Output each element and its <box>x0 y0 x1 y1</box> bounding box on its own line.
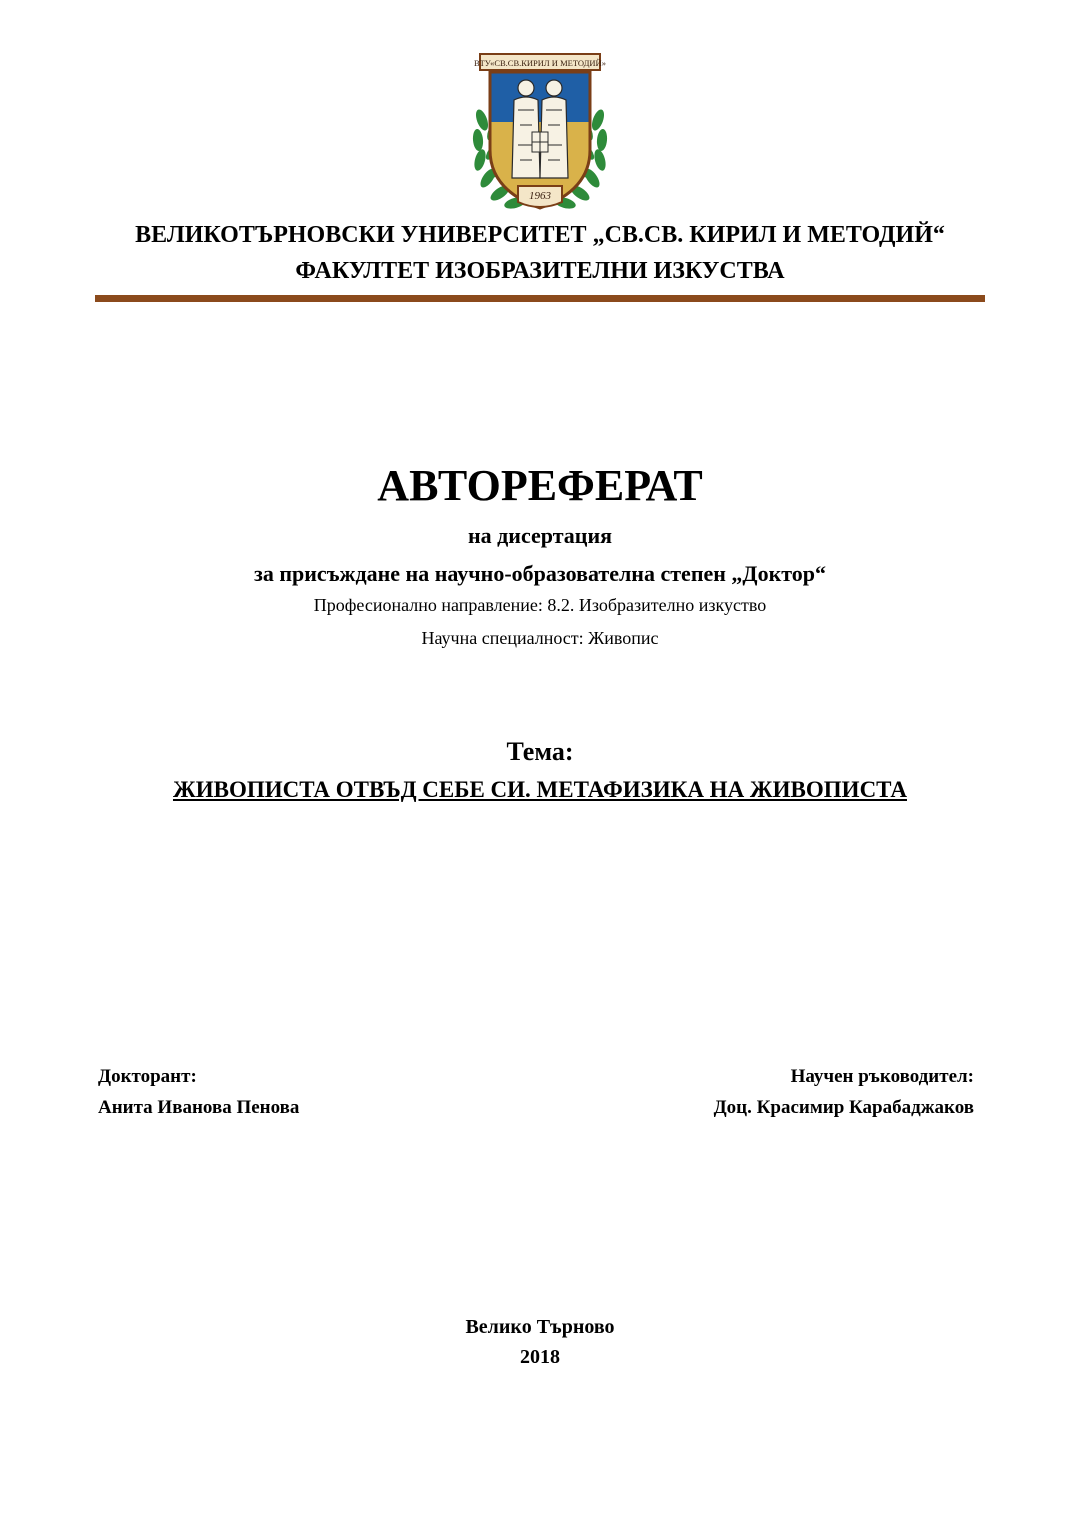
faculty-name: ФАКУЛТЕТ ИЗОБРАЗИТЕЛНИ ИЗКУСТВА <box>295 258 785 284</box>
document-type-title: АВТОРЕФЕРАТ <box>377 461 703 510</box>
supervisor-label: Научен ръководител: <box>790 1066 974 1087</box>
year: 2018 <box>520 1346 560 1368</box>
professional-direction: Професионално направление: 8.2. Изобразително изкуство <box>313 595 767 615</box>
city: Велико Търново <box>465 1316 615 1338</box>
scientific-specialty: Научна специалност: Живопис <box>421 628 659 648</box>
doctorant-label: Докторант: <box>98 1066 197 1087</box>
document-subtitle-line-1: на дисертация <box>467 523 613 548</box>
topic-title: ЖИВОПИСТА ОТВЪД СЕБЕ СИ. МЕТАФИЗИКА НА ЖИВОПИСТА <box>172 777 907 802</box>
document-subtitle-line-2: за присъждане на научно-образователна степен „Доктор“ <box>254 561 826 586</box>
doctorant-name: Анита Иванова Пенова <box>98 1097 300 1118</box>
supervisor-name: Доц. Красимир Карабаджаков <box>713 1097 974 1118</box>
university-seal-logo <box>468 50 612 216</box>
header-divider <box>95 295 985 302</box>
svg-text:1963: 1963 <box>529 190 551 202</box>
svg-text:ВТУ«СВ.СВ.КИРИЛ И МЕТОДИЙ»: ВТУ«СВ.СВ.КИРИЛ И МЕТОДИЙ» <box>474 58 606 68</box>
topic-label: Тема: <box>506 737 574 766</box>
university-name: ВЕЛИКОТЪРНОВСКИ УНИВЕРСИТЕТ „СВ.СВ. КИРИЛ И МЕТОДИЙ“ <box>135 222 945 248</box>
